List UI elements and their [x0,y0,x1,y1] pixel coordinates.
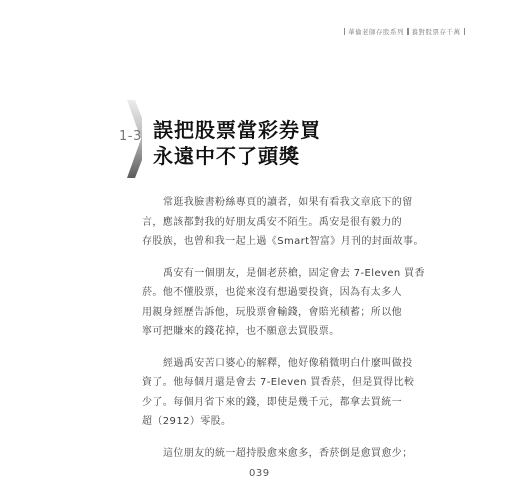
text-line: 常逛我臉書粉絲專頁的讀者，如果有看我文章底下的留 [163,197,413,208]
series-name: 華倫老師存股系列 [348,28,404,36]
text-line: 這位朋友的統一超持股愈來愈多，香菸倒是愈買愈少； [163,447,413,459]
chapter-number: 1-3 [119,129,142,144]
text-line: 資了。他每個月還是會去 7-Eleven 買香菸，但是買得比較 [142,377,415,388]
divider-bar [344,28,346,35]
chapter-title [153,117,321,169]
paragraph [142,264,425,342]
text-line: 存股族，也曾和我一起上過《Smart智富》月刊的封面故事。 [142,236,424,247]
paragraph [142,193,424,252]
text-line: 少了。每個月省下來的錢，即使是幾千元，都拿去買統一 [142,396,402,408]
text-line: 菸。他不懂股票，也從來沒有想過要投資，因為有太多人 [142,287,402,298]
divider-bar [464,28,466,35]
text-line: 用親身經歷告訴他，玩股票會輸錢，會賠光積蓄；所以他 [142,306,402,318]
paragraph [142,444,413,464]
text-line: 言，應該都對我的好朋友禹安不陌生。禹安是很有毅力的 [142,216,402,228]
book-title: 養對股票存千萬 [411,28,461,36]
page-number: 039 [249,468,270,479]
chapter-title-line: 誤把股票當彩券買 [153,118,321,142]
chapter-title-line: 永遠中不了頭獎 [153,144,300,168]
divider-bar [407,28,409,35]
paragraph [142,354,415,432]
body-text [142,193,425,475]
running-head [341,27,469,36]
text-line: 經過禹安苦口婆心的解釋，他好像稍微明白什麼叫做投 [163,357,413,369]
text-line: 禹安有一個朋友，是個老菸槍，固定會去 7-Eleven 買香 [163,267,425,279]
text-line: 超（2912）零股。 [142,416,232,427]
text-line: 寧可把賺來的錢花掉，也不願意去買股票。 [142,326,340,337]
